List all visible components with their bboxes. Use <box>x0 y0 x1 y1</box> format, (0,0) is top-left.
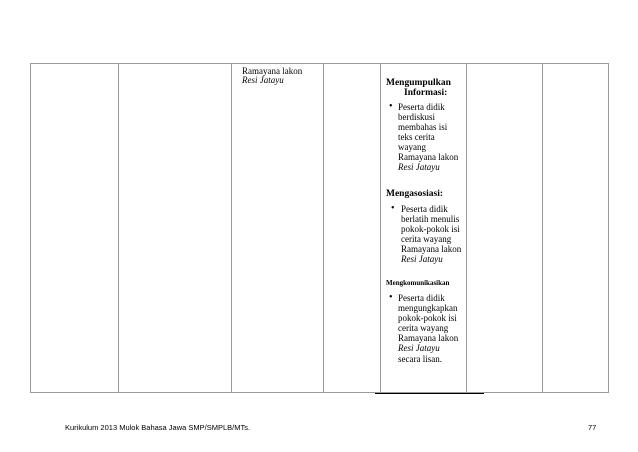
table-column-border <box>118 63 119 393</box>
material-title: Resi Jatayu <box>242 75 284 85</box>
list-item-line: Ramayana lakon <box>398 333 459 343</box>
section-heading-asosiasi: Mengasosiasi: <box>386 189 443 199</box>
list-item-line: cerita wayang <box>401 234 452 244</box>
list-item-title: Resi Jatayu <box>398 343 440 353</box>
table-column-border <box>466 63 467 393</box>
table-top-border <box>30 63 609 64</box>
cell-underline <box>375 393 484 394</box>
table-column-border <box>608 63 609 393</box>
list-item-line: Peserta didik <box>398 102 445 112</box>
list-item-line: berlatih menulis <box>401 214 460 224</box>
bullet-icon: • <box>389 292 393 303</box>
footer-text: Kurikulum 2013 Mulok Bahasa Jawa SMP/SMPLB/MTs. <box>65 423 251 432</box>
list-item-title: Resi Jatayu <box>401 254 443 264</box>
list-item-line: cerita wayang <box>398 323 449 333</box>
material-text: Ramayana lakon <box>242 66 303 76</box>
list-item-line: Peserta didik <box>398 293 445 303</box>
list-item-line: membahas isi <box>398 122 448 132</box>
table-column-border <box>231 63 232 393</box>
section-heading-komunikasi: Mengkomunikasikan <box>386 279 450 287</box>
list-item-line: Peserta didik <box>401 204 448 214</box>
list-item-line: Ramayana lakon <box>398 152 459 162</box>
list-item-line: berdiskusi <box>398 112 435 122</box>
list-item-line: pokok-pokok isi <box>401 224 460 234</box>
table-column-border <box>542 63 543 393</box>
section-heading-informasi-line2: Informasi: <box>404 88 448 98</box>
table-bottom-border <box>30 392 609 393</box>
table-column-border <box>323 63 324 393</box>
bullet-icon: • <box>391 203 395 214</box>
list-item-title: Resi Jatayu <box>398 162 440 172</box>
list-item-line: secara lisan. <box>398 354 442 364</box>
list-item-line: teks cerita <box>398 132 435 142</box>
page-number: 77 <box>588 423 597 432</box>
bullet-icon: • <box>389 101 393 112</box>
list-item-line: wayang <box>398 142 426 152</box>
table-column-border <box>30 63 31 393</box>
list-item-line: Ramayana lakon <box>401 244 462 254</box>
table-column-border <box>380 63 381 393</box>
list-item-line: mengungkapkan <box>398 303 458 313</box>
list-item-line: pokok-pokok isi <box>398 313 457 323</box>
section-heading-informasi: Mengumpulkan <box>386 78 451 88</box>
